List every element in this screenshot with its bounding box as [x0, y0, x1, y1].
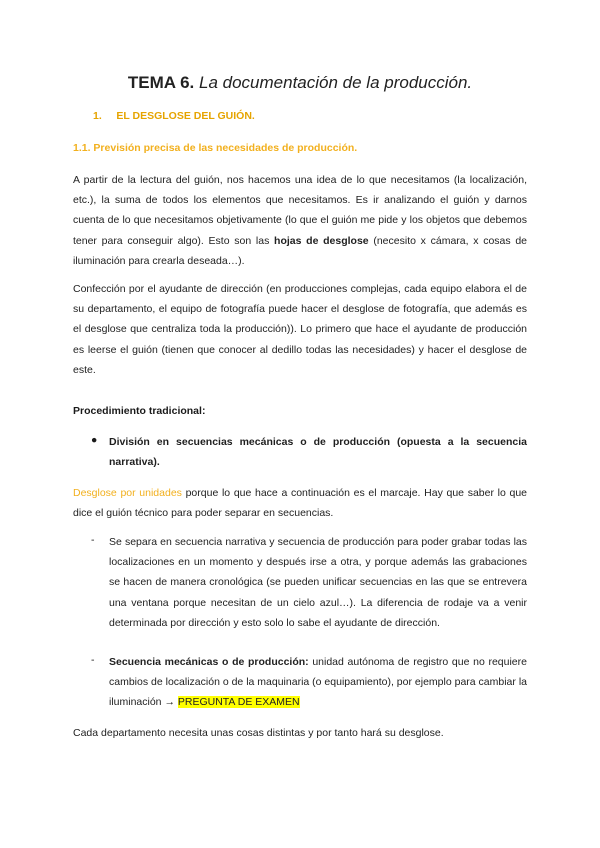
dash-marker: -	[91, 654, 95, 666]
paragraph-closing: Cada departamento necesita unas cosas distintas y por tanto hará su desglose.	[73, 727, 444, 739]
subsection-heading: 1.1. Previsión precisa de las necesidades de producción.	[73, 142, 358, 154]
procedure-heading: Procedimiento tradicional:	[73, 405, 206, 417]
desglose-unidades-text: porque lo que hace a continuación es el marcaje. Hay que saber lo que dice el guión técnico para poder separar en secuencias.	[73, 487, 527, 520]
dash-marker: -	[91, 534, 95, 546]
desglose-unidades-term: Desglose por unidades	[73, 487, 182, 499]
title-number: TEMA 6.	[127, 73, 195, 92]
dash-item	[109, 652, 527, 713]
paragraph-intro	[73, 170, 527, 271]
dash-item: Se separa en secuencia narrativa y secuencia de producción para poder grabar todas las localizaciones en un momento y después irse a otra, y porque además las grabaciones se hacen de manera cronológica (se pueden unificar secuencias en las que se entrevera una ventana porque necesitan de un cielo azul…). La diferencia de rodaje va a venir determinada por dirección y esto solo lo sabe el ayudante de dirección.	[109, 536, 527, 629]
dash-item-bold: Secuencia mecánicas o de producción:	[109, 656, 309, 668]
bullet-item: División en secuencias mecánicas o de producción (opuesta a la secuencia narrativa).	[109, 436, 527, 469]
paragraph-desglose-unidades	[73, 483, 527, 523]
paragraph-confeccion: Confección por el ayudante de dirección (en producciones complejas, cada equipo elabora el de su departamento, el equipo de fotografía puede hacer el desglose de fotografía, que además es el desglose que centraliza toda la producción)). Lo primero que hace el ayudante de producción es leerse el guión (tienen que conocer al dedillo todas las necesidades) y hacer el desglose de este.	[73, 283, 527, 376]
title-text: La documentación de la producción.	[199, 73, 473, 92]
paragraph-intro-text: A partir de la lectura del guión, nos hacemos una idea de lo que necesitamos (la localización, etc.), la suma de todos los elementos que necesitamos. Es ir analizando el guión y darnos cuenta de lo que necesitamos objetivamente (lo que el guión me pide y los objetos que debemos tener para conseguir algo). Esto son las	[73, 174, 527, 247]
page-title	[0, 72, 600, 94]
paragraph-intro-text-end: (necesito x cámara, x cosas de iluminación para crearla deseada…).	[73, 234, 527, 267]
dash-item-text: unidad autónoma de registro que no requiere cambios de localización o de la maquinaria (o equipamiento), por ejemplo para cambiar la iluminación →	[109, 656, 527, 709]
section-heading	[93, 110, 255, 122]
bullet-marker: ●	[91, 434, 98, 446]
paragraph-intro-bold: hojas de desglose	[274, 234, 369, 247]
section-number: 1.	[93, 110, 102, 122]
exam-question-highlight: PREGUNTA DE EXAMEN	[177, 696, 300, 709]
section-title: EL DESGLOSE DEL GUIÓN.	[116, 110, 255, 122]
